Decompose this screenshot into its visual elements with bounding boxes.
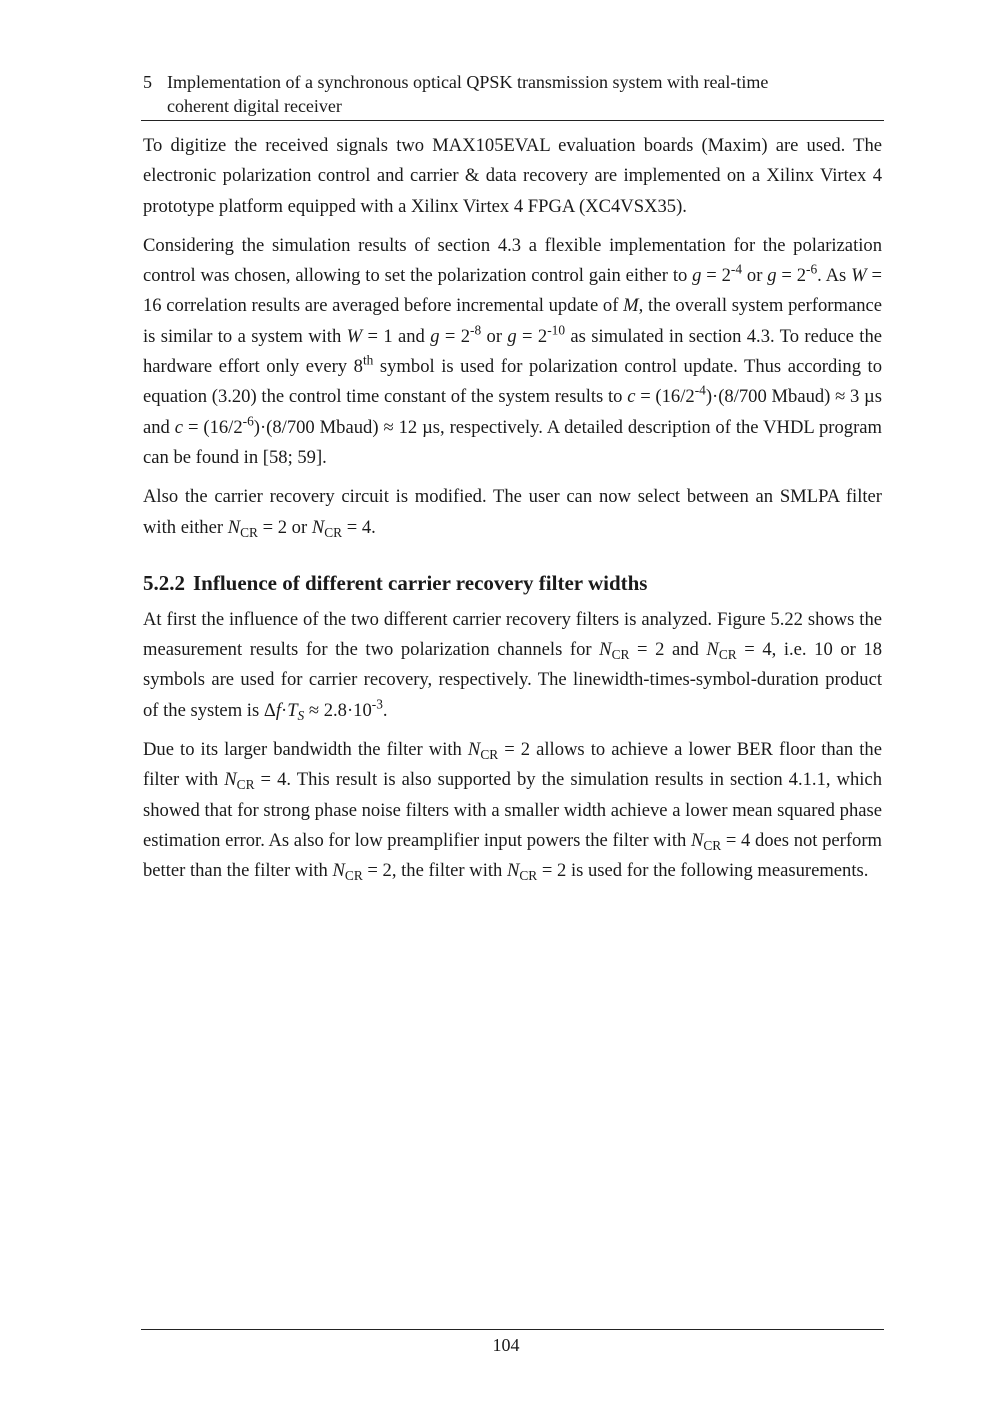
paragraph-influence: At first the influence of the two different carrier recovery filters is analyzed. Figure 5.22 shows the measurement results for the two polarization channels for $N_{CR} = 2$ and $N_{CR} = 4$, i.e. 10 or 18 symbols are used for carrier recovery, respectively. The linewidth-times-symbol-duration product of the system is $\Delta f\cdot T_S \approx 2.8\cdot 10^{-3}$. — [143, 608, 882, 723]
footer-divider — [141, 1329, 884, 1330]
paragraph-carrier-recovery: Also the carrier recovery circuit is modified. The user can now select between an SMLPA filter with either $N_{CR} = 2$ or $N_{CR} = 4$. — [143, 486, 882, 540]
chapter-number: 5 — [143, 72, 152, 92]
section-heading — [143, 568, 882, 598]
section-number: 5.2.2 — [143, 570, 185, 595]
page-number: 104 — [492, 1335, 520, 1355]
page-body — [143, 131, 882, 896]
paragraph-digitize: To digitize the received signals two MAX105EVAL evaluation boards (Maxim) are used. The electronic polarization control and carrier & data recovery are implemented on a Xilinx Virtex 4 prototype platform equipped with a Xilinx Virtex 4 FPGA (XC4VSX35). — [143, 135, 882, 217]
chapter-title-line1: Implementation of a synchronous optical QPSK transmission system with real-time — [167, 72, 769, 92]
header-divider — [141, 120, 884, 121]
running-header — [143, 70, 884, 118]
chapter-title-line2: coherent digital receiver — [167, 96, 342, 116]
paragraph-polarization-control: Considering the simulation results of section 4.3 a flexible implementation for the polarization control was chosen, allowing to set the polarization control gain either to $g = 2^{-4}$ or $g = 2^{-6}$. As W = 16 correlation results are averaged before incremental update of M, the overall system performance is similar to a system with W = 1 and $g = 2^{-8}$ or $g = 2^{-10}$ as simulated in section 4.3. To reduce the hardware effort only every 8th symbol is used for polarization control update. Thus according to equation (3.20) the control time constant of the system results to $c = (16/2^{-4})\cdot(8/700$ Mbaud) ≈ 3 µs and $c = (16/2^{-6})\cdot(8/700$ Mbaud) ≈ 12 µs, respectively. A detailed description of the VHDL program can be found in [58; 59]. — [143, 234, 883, 468]
section-title: Influence of different carrier recovery filter widths — [193, 570, 648, 595]
paragraph-bandwidth: Due to its larger bandwidth the filter with $N_{CR} = 2$ allows to achieve a lower BER floor than the filter with $N_{CR} = 4$. This result is also supported by the simulation results in section 4.1.1, which showed that for strong phase noise filters with a smaller width achieve a lower mean squared phase estimation error. As also for low preamplifier input powers the filter with $N_{CR} = 4$ does not perform better than the filter with $N_{CR} = 2$, the filter with $N_{CR} = 2$ is used for the following measurements. — [143, 739, 882, 884]
